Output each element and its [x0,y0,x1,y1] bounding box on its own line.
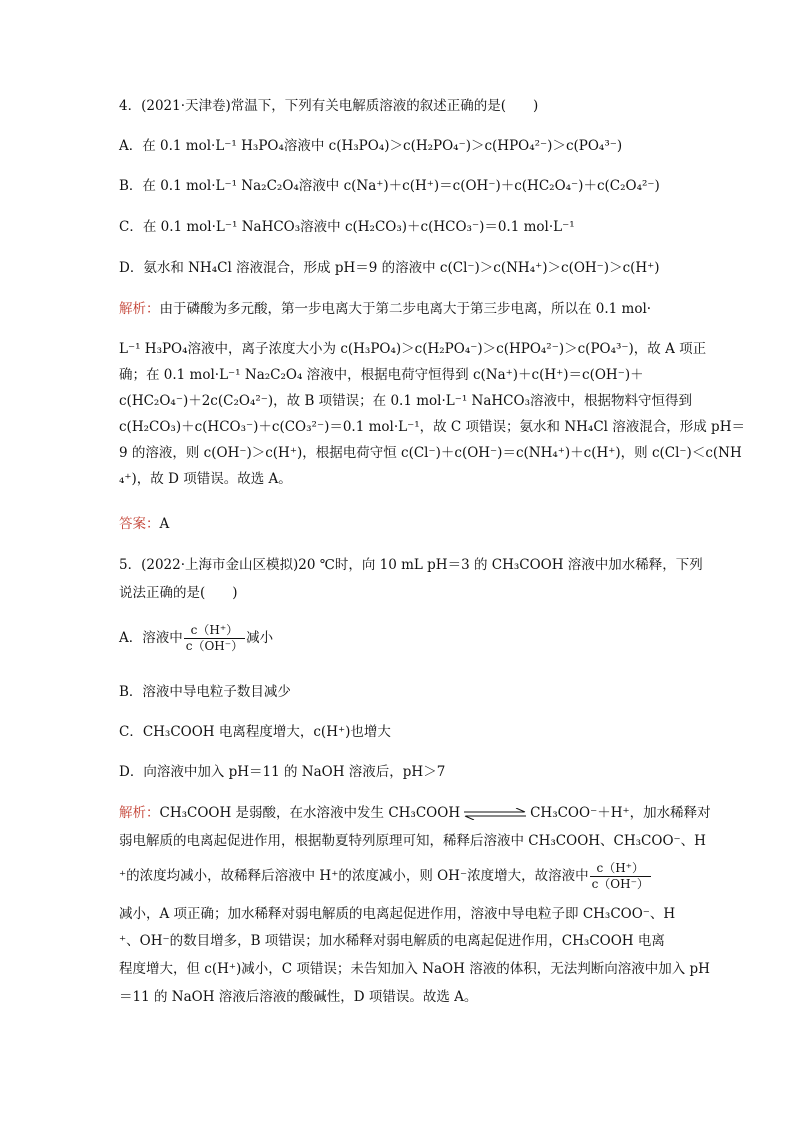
q5-analysis-line-3 [119,861,652,892]
q5-analysis-text-3: ⁺的浓度均减小，故稀释后溶液中 H⁺的浓度减小，则 OH⁻浓度增大，故溶液中 [119,868,589,884]
q5-option-d: D．向溶液中加入 pH＝11 的 NaOH 溶液后，pH＞7 [119,764,446,780]
q5-stem-line-1: 5．(2022·上海市金山区模拟)20 ℃时，向 10 mL pH＝3 的 CH₃COOH 溶液中加水稀释，下列 [119,557,703,573]
q5-analysis-text-1b: CH₃COO⁻＋H⁺，加水稀释对 [530,805,711,821]
q5-stem-line-2: 说法正确的是( ) [119,585,238,601]
q5-analysis-line-6: 程度增大，但 c(H⁺)减小，C 项错误；未告知加入 NaOH 溶液的体积，无法判断向溶液中加入 pH [119,961,710,977]
q5-analysis-line-2: 弱电解质的电离起促进作用，根据勒夏特列原理可知，稀释后溶液中 CH₃COOH、CH₃COO⁻、H [119,833,706,849]
q4-answer [119,513,169,535]
q5-analysis-line-7: ＝11 的 NaOH 溶液后溶液的酸碱性，D 项错误。故选 A。 [119,989,478,1005]
q4-answer-label: 答案： [119,516,160,532]
q4-analysis-line-1 [119,298,651,320]
q4-analysis-line-7: ₄⁺)，故 D 项错误。故选 A。 [119,471,292,487]
q4-option-c: C．在 0.1 mol·L⁻¹ NaHCO₃溶液中 c(H₂CO₃)＋c(HCO₃⁻)＝0.1 mol·L⁻¹ [119,219,575,235]
q5-option-a-prefix: A．溶液中 [119,630,183,646]
q5-analysis-line-5: ⁺、OH⁻的数目增多，B 项错误；加水稀释对弱电解质的电离起促进作用，CH₃COOH 电离 [119,933,665,949]
q5-analysis-label: 解析： [119,805,160,821]
fraction-denominator: c（OH⁻） [591,877,649,891]
q5-option-c: C．CH₃COOH 电离程度增大，c(H⁺)也增大 [119,724,391,740]
q4-option-d: D．氨水和 NH₄Cl 溶液混合，形成 pH＝9 的溶液中 c(Cl⁻)＞c(NH₄⁺)＞c(OH⁻)＞c(H⁺) [119,260,660,276]
q4-analysis-text-1: 由于磷酸为多元酸，第一步电离大于第二步电离大于第三步电离，所以在 0.1 mol· [159,301,652,317]
q5-analysis-line-1 [119,802,711,824]
q4-analysis-line-2: L⁻¹ H₃PO₄溶液中，离子浓度大小为 c(H₃PO₄)＞c(H₂PO₄⁻)＞c(HPO₄²⁻)＞c(PO₄³⁻)，故 A 项正 [119,341,707,357]
q4-analysis-line-4: c(HC₂O₄⁻)＋2c(C₂O₄²⁻)，故 B 项错误；在 0.1 mol·L⁻¹ NaHCO₃溶液中，根据物料守恒得到 [119,393,692,409]
q5-option-a [119,623,273,654]
q4-option-a: A．在 0.1 mol·L⁻¹ H₃PO₄溶液中 c(H₃PO₄)＞c(H₂PO₄⁻)＞c(HPO₄²⁻)＞c(PO₄³⁻) [119,138,623,154]
fraction-numerator: c（H⁺） [590,861,651,877]
q5-analysis-fraction [590,861,651,892]
fraction-numerator: c（H⁺） [184,623,245,639]
q4-analysis-label: 解析： [119,301,160,317]
q5-option-a-suffix: 减小 [246,630,274,646]
q4-analysis-line-3: 确；在 0.1 mol·L⁻¹ Na₂C₂O₄ 溶液中，根据电荷守恒得到 c(Na⁺)＋c(H⁺)＝c(OH⁻)＋ [119,367,644,383]
q4-answer-value: A [159,516,170,532]
q5-option-b: B．溶液中导电粒子数目减少 [119,684,291,700]
q5-analysis-text-1a: CH₃COOH 是弱酸，在水溶液中发生 CH₃COOH [159,805,461,821]
q4-analysis-line-5: c(H₂CO₃)＋c(HCO₃⁻)＋c(CO₃²⁻)＝0.1 mol·L⁻¹，故 C 项错误；氨水和 NH₄Cl 溶液混合，形成 pH＝ [119,419,745,435]
fraction-denominator: c（OH⁻） [185,639,244,653]
q5-option-a-fraction [184,623,245,654]
q4-analysis-line-6: 9 的溶液，则 c(OH⁻)＞c(H⁺)，根据电荷守恒 c(Cl⁻)＋c(OH⁻)＝c(NH₄⁺)＋c(H⁺)，则 c(Cl⁻)＜c(NH [119,445,742,461]
q5-analysis-line-4: 减小，A 项正确；加水稀释对弱电解质的电离起促进作用，溶液中导电粒子即 CH₃COO⁻、H [119,906,676,922]
equilibrium-arrow-icon [462,808,528,820]
q4-stem: 4．(2021·天津卷)常温下，下列有关电解质溶液的叙述正确的是( ) [119,98,539,114]
q4-option-b: B．在 0.1 mol·L⁻¹ Na₂C₂O₄溶液中 c(Na⁺)＋c(H⁺)＝c(OH⁻)＋c(HC₂O₄⁻)＋c(C₂O₄²⁻) [119,178,660,194]
